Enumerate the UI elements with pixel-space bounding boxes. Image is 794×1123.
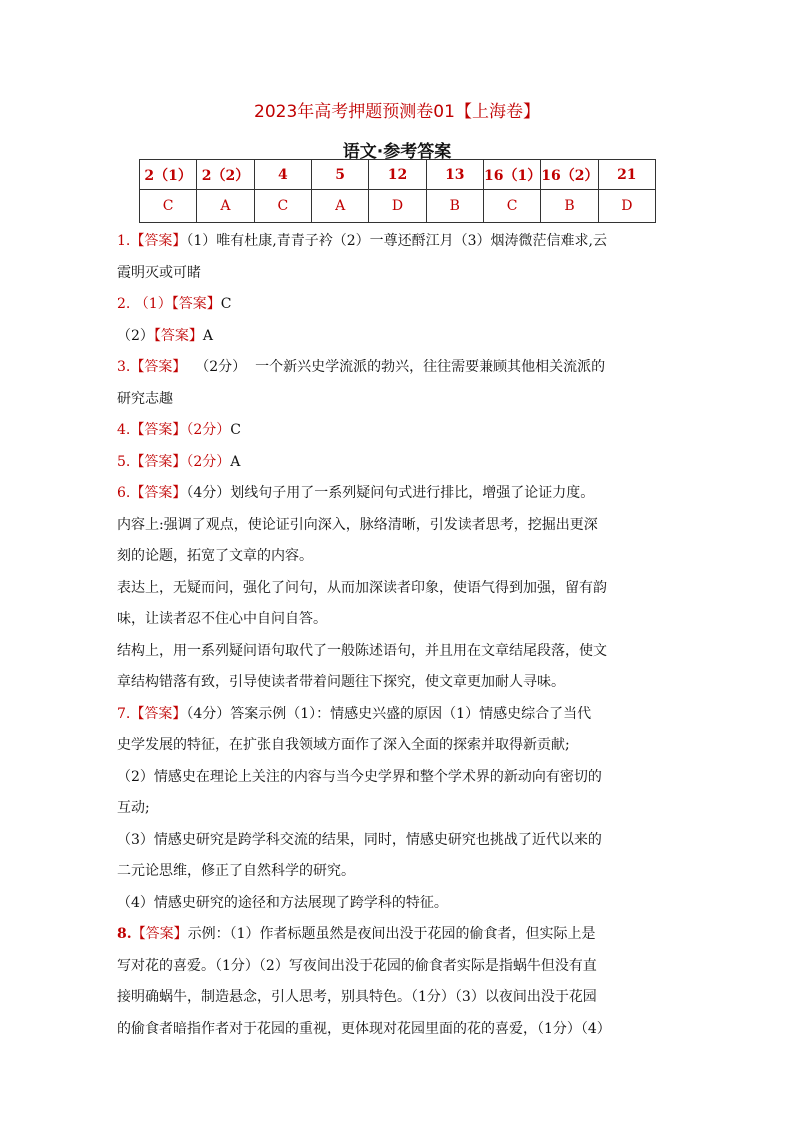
answer-line [117, 762, 679, 794]
answer-line [117, 730, 679, 762]
answer-line [117, 321, 679, 353]
question-number-cell: 5 [311, 160, 368, 190]
answer-table-answer-row [140, 190, 656, 223]
answer-line [117, 352, 679, 384]
answer-cell: C [254, 190, 311, 223]
answer-line [117, 856, 679, 888]
question-number-cell: 16（1） [483, 160, 540, 190]
answer-tag: 【答案】 [130, 422, 187, 438]
answer-line [117, 699, 679, 731]
answer-line [117, 888, 679, 920]
answer-line [117, 825, 679, 857]
answer-text: 二元论思维，修正了自然科学的研究。 [117, 863, 355, 879]
answer-tag: 【答案】 [131, 926, 188, 942]
answer-cell: A [197, 190, 254, 223]
answer-text: （1）唯有杜康,青青子衿（2）一尊还酹江月（3）烟涛微茫信难求,云 [186, 233, 607, 249]
answer-cell: D [598, 190, 655, 223]
answer-text: 表达上，无疑而问，强化了问句，从而加深读者印象，使语气得到加强，留有韵 [117, 579, 607, 596]
answer-text: 霞明灭或可睹 [117, 264, 201, 281]
question-number-cell: 4 [254, 160, 311, 190]
question-number-cell: 12 [369, 160, 426, 190]
answer-text: 示例：（1）作者标题虽然是夜间出没于花园的偷食者，但实际上是 [187, 926, 596, 942]
answer-line [117, 478, 679, 510]
question-number: 2. （1） [117, 296, 172, 312]
answer-tag: 【答案】 [153, 327, 203, 344]
question-number: 6. [117, 485, 131, 501]
answer-text: （4分）划线句子用了一系列疑问句式进行排比，增强了论证力度。 [186, 485, 595, 501]
answer-table [139, 159, 656, 223]
question-number: 7. [117, 705, 131, 722]
answer-text: 写对花的喜爱。（1分）（2）写夜间出没于花园的偷食者实际是指蜗牛但没有直 [117, 957, 597, 974]
answer-line [117, 793, 679, 825]
answer-cell: C [483, 190, 540, 223]
question-number-cell: 2（1） [140, 160, 197, 190]
answer-text: 味，让读者忍不住心中自问自答。 [117, 611, 327, 627]
answer-line [117, 415, 679, 447]
answer-line [117, 982, 679, 1014]
answer-line [117, 667, 679, 699]
question-number-cell: 21 [598, 160, 655, 190]
score-label: （2分） [186, 453, 231, 470]
answer-text: （2分） 一个新兴史学流派的勃兴，往往需要兼顾其他相关流派的 [186, 359, 606, 375]
answer-line [117, 1014, 679, 1046]
answer-line [117, 384, 679, 416]
answer-line [117, 951, 679, 983]
question-number-cell: 16（2） [541, 160, 598, 190]
answer-text: （4分）答案示例（1）：情感史兴盛的原因（1）情感史综合了当代 [186, 705, 592, 722]
answer-cell: B [426, 190, 483, 223]
answer-line [117, 919, 679, 951]
answer-text: C [220, 296, 232, 312]
answer-text: 的偷食者暗指作者对于花园的重视，更体现对花园里面的花的喜爱，（1分）（4） [117, 1020, 611, 1037]
answer-tag: 【答案】 [130, 359, 187, 375]
answer-text: 内容上:强调了观点，使论证引向深入，脉络清晰，引发读者思考，挖掘出更深 [117, 516, 598, 533]
question-number: 3. [117, 359, 131, 375]
answer-line [117, 541, 679, 573]
answer-text: 史学发展的特征，在扩张自我领域方面作了深入全面的探索并取得新贡献; [117, 737, 570, 753]
answer-content [117, 226, 679, 1045]
answer-text: 刻的论题，拓宽了文章的内容。 [117, 548, 313, 564]
answer-tag: 【答案】 [130, 453, 187, 470]
answer-tag: 【答案】 [130, 705, 187, 722]
answer-line [117, 510, 679, 542]
answer-text: 接明确蜗牛，制造悬念，引人思考，别具特色。（1分）（3）以夜间出没于花园 [117, 989, 597, 1005]
answer-line [117, 226, 679, 258]
answer-cell: C [140, 190, 197, 223]
answer-text: A [230, 453, 241, 470]
score-label: （2分） [186, 422, 231, 438]
answer-cell: D [369, 190, 426, 223]
answer-cell: B [541, 190, 598, 223]
answer-cell: A [311, 190, 368, 223]
question-number: 8. [117, 926, 132, 942]
answer-table-header-row [140, 160, 656, 190]
question-number-cell: 13 [426, 160, 483, 190]
document-title: 2023年高考押题预测卷01【上海卷】 [254, 102, 540, 122]
answer-line [117, 258, 679, 290]
question-number: 5. [117, 453, 131, 470]
answer-tag: 【答案】 [130, 485, 187, 501]
answer-text: C [230, 422, 241, 438]
answer-text: （4）情感史研究的途径和方法展现了跨学科的特征。 [117, 894, 448, 911]
answer-line [117, 604, 679, 636]
answer-line [117, 447, 679, 479]
answer-text: A [202, 327, 214, 344]
question-number: 1. [117, 233, 131, 249]
document-subtitle: 语文·参考答案 [342, 142, 452, 162]
answer-line [117, 636, 679, 668]
answer-line [117, 289, 679, 321]
answer-tag: 【答案】 [171, 296, 221, 312]
answer-text: 结构上，用一系列疑问语句取代了一般陈述语句，并且用在文章结尾段落，使文 [117, 642, 607, 659]
question-number-cell: 2（2） [197, 160, 254, 190]
answer-text: 章结构错落有致，引导使读者带着问题往下探究，使文章更加耐人寻味。 [117, 674, 565, 690]
answer-line [117, 573, 679, 605]
answer-text: （2）情感史在理论上关注的内容与当今史学界和整个学术界的新动向有密切的 [117, 768, 602, 785]
answer-text: 研究志趣 [117, 390, 173, 407]
answer-text: （3）情感史研究是跨学科交流的结果，同时，情感史研究也挑战了近代以来的 [117, 831, 602, 848]
answer-tag: 【答案】 [130, 233, 187, 249]
question-number: 4. [117, 422, 131, 438]
answer-text: 互动; [117, 800, 150, 816]
question-number: （2） [117, 327, 154, 344]
